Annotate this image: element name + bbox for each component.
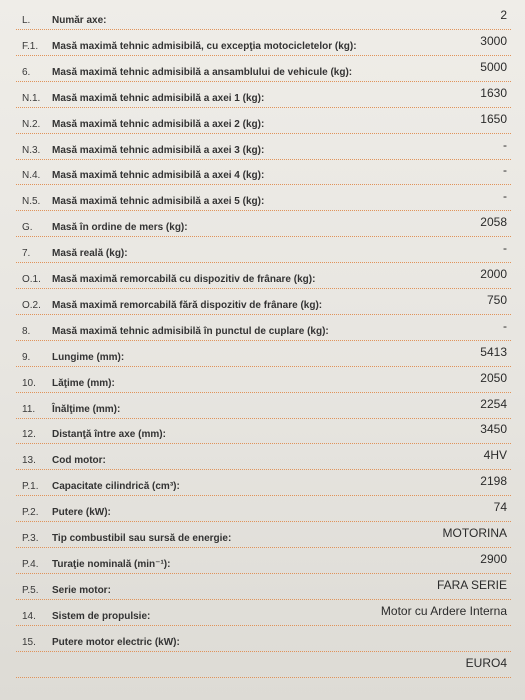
- field-code: N.5.: [22, 196, 41, 208]
- field-value: FARA SERIE: [436, 577, 507, 592]
- field-value: 2900: [480, 551, 507, 566]
- field-row: [10, 56, 515, 82]
- field-label: Masă reală (kg):: [52, 248, 128, 260]
- field-row: [10, 496, 515, 522]
- field-label: Masă maximă remorcabilă cu dispozitiv de frânare (kg):: [52, 274, 316, 285]
- field-label: Putere (kW):: [52, 507, 111, 519]
- field-value: 2000: [480, 267, 507, 281]
- field-label: Masă maximă tehnic admisibilă a ansamblului de vehicule (kg):: [52, 66, 353, 78]
- field-label: Lungime (mm):: [52, 351, 125, 363]
- field-code: P.4.: [22, 558, 39, 570]
- field-row: [10, 444, 515, 470]
- field-row: [10, 418, 515, 444]
- field-code: 13.: [22, 455, 36, 467]
- field-row: [10, 315, 515, 341]
- field-row: [10, 289, 515, 315]
- field-value: -: [503, 137, 507, 152]
- field-label: Înălţime (mm):: [52, 403, 121, 415]
- field-code: G.: [22, 222, 33, 234]
- field-row: [10, 652, 515, 678]
- field-label: Masă maximă tehnic admisibilă a axei 3 (kg):: [52, 144, 265, 156]
- field-row: [10, 211, 515, 237]
- field-code: 9.: [22, 351, 31, 363]
- field-value: 2050: [480, 370, 507, 385]
- field-code: 14.: [22, 610, 36, 622]
- field-code: 6.: [22, 66, 31, 78]
- field-label: Număr axe:: [52, 15, 107, 26]
- field-value: 750: [486, 292, 507, 307]
- field-code: P.2.: [22, 507, 39, 519]
- field-row: [10, 82, 515, 108]
- field-label: Masă maximă tehnic admisibilă în punctul de cuplare (kg):: [52, 325, 329, 337]
- field-row: [10, 626, 515, 652]
- field-value: 2198: [480, 474, 507, 489]
- field-value: -: [503, 163, 507, 178]
- field-label: Masă maximă tehnic admisibilă a axei 1 (kg):: [52, 92, 265, 104]
- field-label: Putere motor electric (kW):: [52, 636, 180, 648]
- dotted-separator: [16, 677, 511, 678]
- field-code: N.2.: [22, 118, 41, 130]
- field-value: 4HV: [483, 448, 507, 463]
- field-value: 2254: [480, 396, 507, 411]
- field-row: [10, 185, 515, 211]
- field-code: O.1.: [22, 274, 41, 285]
- field-code: F.1.: [22, 40, 39, 52]
- field-label: Masă maximă remorcabilă fără dispozitiv de frânare (kg):: [52, 299, 323, 311]
- field-label: Cod motor:: [52, 455, 106, 467]
- field-label: Masă maximă tehnic admisibilă a axei 4 (kg):: [52, 170, 265, 182]
- field-code: 10.: [22, 377, 36, 389]
- field-row: [10, 600, 515, 626]
- field-row: [10, 393, 515, 419]
- field-code: 12.: [22, 429, 36, 441]
- field-label: Distanţă între axe (mm):: [52, 429, 166, 441]
- field-value: -: [503, 318, 507, 333]
- field-code: P.5.: [22, 584, 39, 596]
- field-code: P.1.: [22, 481, 39, 493]
- field-label: Sistem de propulsie:: [52, 610, 151, 622]
- field-value: 5000: [480, 59, 507, 74]
- field-label: Serie motor:: [52, 584, 111, 596]
- field-code: N.1.: [22, 92, 41, 104]
- field-row: [10, 367, 515, 393]
- field-label: Masă maximă tehnic admisibilă, cu excepţia motocicletelor (kg):: [52, 40, 357, 52]
- field-row: [10, 159, 515, 185]
- field-label: Masă în ordine de mers (kg):: [52, 222, 188, 234]
- field-row: [10, 4, 515, 30]
- field-value: 1650: [480, 111, 507, 126]
- field-row: [10, 30, 515, 56]
- field-value: 74: [493, 500, 507, 515]
- field-row: [10, 470, 515, 496]
- field-code: 11.: [22, 403, 36, 415]
- field-value: 5413: [480, 344, 507, 359]
- field-row: [10, 134, 515, 160]
- field-code: O.2.: [22, 299, 41, 311]
- field-label: Capacitate cilindrică (cm³):: [52, 481, 180, 493]
- field-code: P.3.: [22, 533, 39, 544]
- field-value: MOTORINA: [442, 526, 507, 540]
- field-value: 1630: [480, 85, 507, 100]
- field-value: 3450: [480, 422, 507, 437]
- field-label: Turaţie nominală (min⁻¹):: [52, 558, 171, 570]
- field-row: [10, 108, 515, 134]
- field-label: Lăţime (mm):: [52, 377, 115, 389]
- field-code: L.: [22, 15, 31, 26]
- field-code: 15.: [22, 636, 36, 648]
- field-code: N.3.: [22, 144, 41, 156]
- field-value: 2058: [480, 215, 507, 230]
- field-value: -: [503, 189, 507, 204]
- field-code: 7.: [22, 248, 31, 260]
- field-value: EURO4: [465, 655, 507, 670]
- field-value: Motor cu Ardere Interna: [380, 603, 507, 618]
- field-label: Tip combustibil sau sursă de energie:: [52, 533, 232, 544]
- field-code: N.4.: [22, 170, 41, 182]
- field-value: -: [503, 241, 507, 256]
- field-value: 3000: [480, 33, 507, 48]
- field-label: Masă maximă tehnic admisibilă a axei 5 (kg):: [52, 196, 265, 208]
- field-row: [10, 263, 515, 289]
- field-row: [10, 237, 515, 263]
- field-row: [10, 341, 515, 367]
- field-label: Masă maximă tehnic admisibilă a axei 2 (kg):: [52, 118, 265, 130]
- field-row: [10, 548, 515, 574]
- field-row: [10, 522, 515, 548]
- field-value: 2: [500, 8, 507, 22]
- field-row: [10, 574, 515, 600]
- field-code: 8.: [22, 325, 31, 337]
